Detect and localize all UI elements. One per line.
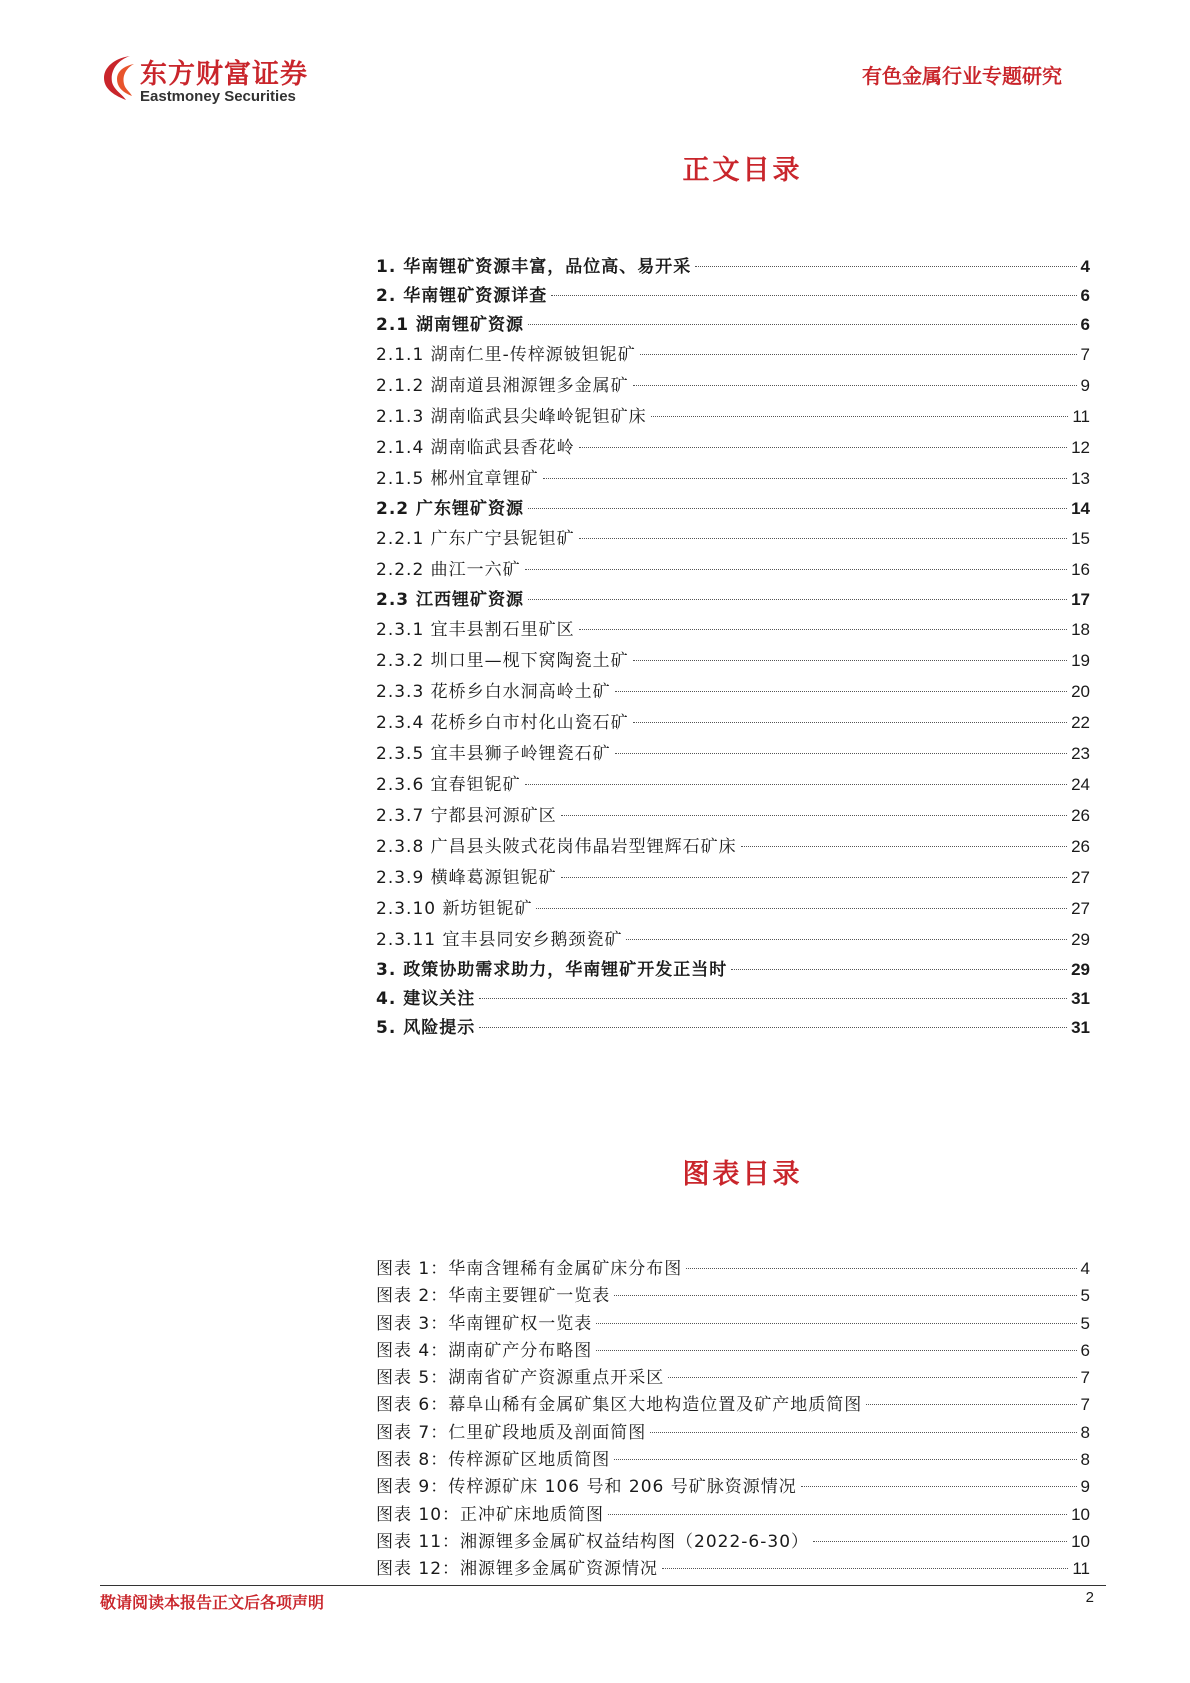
toc-entry[interactable] [376,252,1090,281]
toc-entry-label: 2.3.7 宁都县河源矿区 [376,806,557,826]
toc-entry[interactable] [376,893,1090,924]
toc-entry-page: 19 [1071,651,1090,670]
toc-entry-label: 2.1.5 郴州宜章锂矿 [376,469,539,489]
toc-entry-page: 11 [1072,407,1090,426]
dot-leader [695,266,1076,267]
figure-entry-label: 图表 2：华南主要锂矿一览表 [376,1286,611,1307]
figure-entry-label: 图表 9：传梓源矿床 106 号和 206 号矿脉资源情况 [376,1477,797,1498]
toc-entry[interactable] [376,614,1090,645]
toc-entry-label: 2.1.1 湖南仁里-传梓源铍钽铌矿 [376,345,636,365]
toc-entry-page: 29 [1071,930,1090,949]
figure-entry-page: 6 [1080,1340,1090,1360]
toc-entry-page: 12 [1071,438,1090,457]
company-logo [100,50,330,110]
toc-entry[interactable] [376,1013,1090,1042]
toc-entry-label: 2.3.6 宜春钽铌矿 [376,775,521,795]
dot-leader [528,324,1076,325]
toc-list [376,252,1090,1042]
figure-entry-label: 图表 12：湘源锂多金属矿资源情况 [376,1559,659,1580]
toc-entry[interactable] [376,831,1090,862]
dot-leader [579,538,1067,539]
figure-entry-label: 图表 1：华南含锂稀有金属矿床分布图 [376,1259,683,1279]
toc-entry[interactable] [376,370,1090,401]
toc-entry-page: 31 [1071,1018,1090,1037]
toc-entry-page: 18 [1071,620,1090,639]
toc-entry-label: 2.1 湖南锂矿资源 [376,315,525,335]
figures-list [376,1255,1090,1583]
dot-leader [479,1027,1067,1028]
toc-entry-label: 2.1.3 湖南临武县尖峰岭铌钽矿床 [376,407,647,427]
toc-entry-label: 2.3.2 圳口里—枧下窝陶瓷土矿 [376,651,629,671]
dot-leader [614,1459,1076,1460]
toc-entry-page: 24 [1071,775,1090,794]
dot-leader [579,629,1067,630]
dot-leader [596,1350,1076,1351]
toc-entry-label: 2.2.2 曲江一六矿 [376,560,521,580]
toc-entry[interactable] [376,769,1090,800]
toc-entry[interactable] [376,432,1090,463]
figure-entry-page: 10 [1071,1504,1090,1524]
figures-title: 图表目录 [682,1159,803,1190]
toc-entry-label: 2.3.3 花桥乡白水洞高岭土矿 [376,682,611,702]
toc-entry-page: 27 [1071,899,1090,918]
toc-entry[interactable] [376,676,1090,707]
figure-entry[interactable] [376,1282,1090,1309]
figure-entry-page: 8 [1080,1450,1090,1470]
dot-leader [626,939,1067,940]
toc-entry-page: 29 [1071,960,1090,979]
toc-entry-label: 2.3.10 新坊钽铌矿 [376,899,533,919]
figure-entry[interactable] [376,1473,1090,1500]
figure-entry[interactable] [376,1310,1090,1337]
toc-entry-label: 2.3.5 宜丰县狮子岭锂瓷石矿 [376,744,611,764]
toc-entry-label: 4. 建议关注 [376,989,476,1009]
figure-entry-page: 7 [1080,1395,1090,1415]
toc-entry[interactable] [376,800,1090,831]
toc-entry-label: 2.3.4 花桥乡白市村化山瓷石矿 [376,713,629,733]
dot-leader [551,295,1076,296]
figure-entry[interactable] [376,1528,1090,1555]
figure-entry-page: 5 [1080,1313,1090,1333]
dot-leader [668,1377,1076,1378]
toc-entry[interactable] [376,645,1090,676]
figure-entry[interactable] [376,1446,1090,1473]
dot-leader [561,815,1067,816]
figure-entry[interactable] [376,1255,1090,1282]
toc-entry-page: 26 [1071,837,1090,856]
toc-entry[interactable] [376,554,1090,585]
dot-leader [614,1295,1076,1296]
dot-leader [528,508,1067,509]
toc-entry-page: 22 [1071,713,1090,732]
dot-leader [525,784,1067,785]
dot-leader [633,385,1077,386]
toc-entry-page: 7 [1080,345,1090,364]
dot-leader [596,1323,1076,1324]
dot-leader [528,599,1067,600]
toc-entry[interactable] [376,924,1090,955]
figure-entry-page: 5 [1080,1286,1090,1306]
dot-leader [813,1541,1067,1542]
toc-entry[interactable] [376,281,1090,310]
dot-leader [686,1268,1076,1269]
toc-entry-label: 1. 华南锂矿资源丰富，品位高、易开采 [376,257,692,277]
dot-leader [536,908,1067,909]
toc-entry-page: 6 [1080,286,1090,305]
toc-entry-page: 23 [1071,744,1090,763]
toc-entry[interactable] [376,401,1090,432]
figure-entry[interactable] [376,1501,1090,1528]
toc-entry-page: 14 [1071,499,1090,518]
toc-entry-label: 2.3 江西锂矿资源 [376,590,525,610]
dot-leader [479,998,1067,999]
toc-entry-label: 2.3.1 宜丰县割石里矿区 [376,620,575,640]
toc-entry-page: 13 [1071,469,1090,488]
toc-entry-label: 5. 风险提示 [376,1018,476,1038]
dot-leader [741,846,1067,847]
toc-entry[interactable] [376,310,1090,339]
dot-leader [615,691,1067,692]
logo-chinese-name: 东方财富证券 [140,59,308,90]
dot-leader [633,660,1067,661]
toc-entry-label: 2.3.8 广昌县头陂式花岗伟晶岩型锂辉石矿床 [376,837,737,857]
toc-entry-page: 27 [1071,868,1090,887]
dot-leader [543,478,1067,479]
toc-entry-page: 4 [1080,257,1090,276]
toc-entry[interactable] [376,585,1090,614]
toc-entry-label: 2.1.4 湖南临武县香花岭 [376,438,575,458]
dot-leader [651,416,1069,417]
figure-entry[interactable] [376,1364,1090,1391]
figure-entry-label: 图表 5：湖南省矿产资源重点开采区 [376,1368,665,1389]
figure-entry-label: 图表 10：正冲矿床地质简图 [376,1504,605,1525]
toc-entry[interactable] [376,463,1090,494]
figure-entry[interactable] [376,1337,1090,1364]
toc-entry[interactable] [376,707,1090,738]
toc-entry-label: 2. 华南锂矿资源详查 [376,286,548,306]
toc-entry-label: 2.3.9 横峰葛源钽铌矿 [376,868,557,888]
figure-entry-page: 10 [1071,1531,1090,1551]
dot-leader [662,1568,1068,1569]
toc-title: 正文目录 [682,155,803,186]
figure-entry-label: 图表 3：华南锂矿权一览表 [376,1313,593,1334]
figure-entry-label: 图表 11：湘源锂多金属矿权益结构图（2022-6-30） [376,1531,810,1552]
toc-entry[interactable] [376,984,1090,1013]
figure-entry[interactable] [376,1555,1090,1582]
figure-entry-page: 9 [1080,1477,1090,1497]
toc-entry-page: 20 [1071,682,1090,701]
toc-entry-page: 9 [1080,376,1090,395]
dot-leader [640,354,1077,355]
toc-entry-label: 2.1.2 湖南道县湘源锂多金属矿 [376,376,629,396]
dot-leader [525,569,1067,570]
toc-entry-page: 16 [1071,560,1090,579]
figure-entry-label: 图表 7：仁里矿段地质及剖面简图 [376,1422,647,1443]
footer-disclaimer: 敬请阅读本报告正文后各项声明 [100,1593,325,1612]
figure-entry-label: 图表 6：幕阜山稀有金属矿集区大地构造位置及矿产地质简图 [376,1395,863,1416]
figure-entry-label: 图表 4：湖南矿产分布略图 [376,1340,593,1361]
figure-entry-page: 11 [1072,1559,1090,1579]
toc-entry-page: 31 [1071,989,1090,1008]
toc-entry-label: 2.2.1 广东广宁县铌钽矿 [376,529,575,549]
toc-entry[interactable] [376,494,1090,523]
figure-entry[interactable] [376,1391,1090,1418]
dot-leader [650,1432,1076,1433]
toc-entry-label: 3. 政策协助需求助力，华南锂矿开发正当时 [376,960,728,980]
dot-leader [615,753,1067,754]
toc-entry-page: 6 [1080,315,1090,334]
toc-entry-page: 17 [1071,590,1090,609]
toc-entry-page: 15 [1071,529,1090,548]
toc-entry[interactable] [376,523,1090,554]
toc-entry-label: 2.3.11 宜丰县同安乡鹅颈瓷矿 [376,930,623,950]
footer-divider [100,1585,1106,1586]
dot-leader [561,877,1067,878]
toc-entry[interactable] [376,738,1090,769]
figure-entry-label: 图表 8：传梓源矿区地质简图 [376,1450,611,1471]
figure-entry-page: 8 [1080,1422,1090,1442]
page-number: 2 [1085,1589,1094,1606]
dot-leader [579,447,1067,448]
eastmoney-logo-icon [100,54,138,102]
figure-entry[interactable] [376,1419,1090,1446]
toc-entry-label: 2.2 广东锂矿资源 [376,499,525,519]
dot-leader [801,1486,1077,1487]
dot-leader [633,722,1067,723]
toc-entry-page: 26 [1071,806,1090,825]
figure-entry-page: 7 [1080,1368,1090,1388]
toc-entry[interactable] [376,862,1090,893]
report-category: 有色金属行业专题研究 [862,64,1062,88]
figure-entry-page: 4 [1080,1259,1090,1278]
toc-entry[interactable] [376,339,1090,370]
dot-leader [866,1404,1076,1405]
dot-leader [608,1514,1067,1515]
logo-english-name: Eastmoney Securities [140,88,296,105]
toc-entry[interactable] [376,955,1090,984]
dot-leader [731,969,1067,970]
